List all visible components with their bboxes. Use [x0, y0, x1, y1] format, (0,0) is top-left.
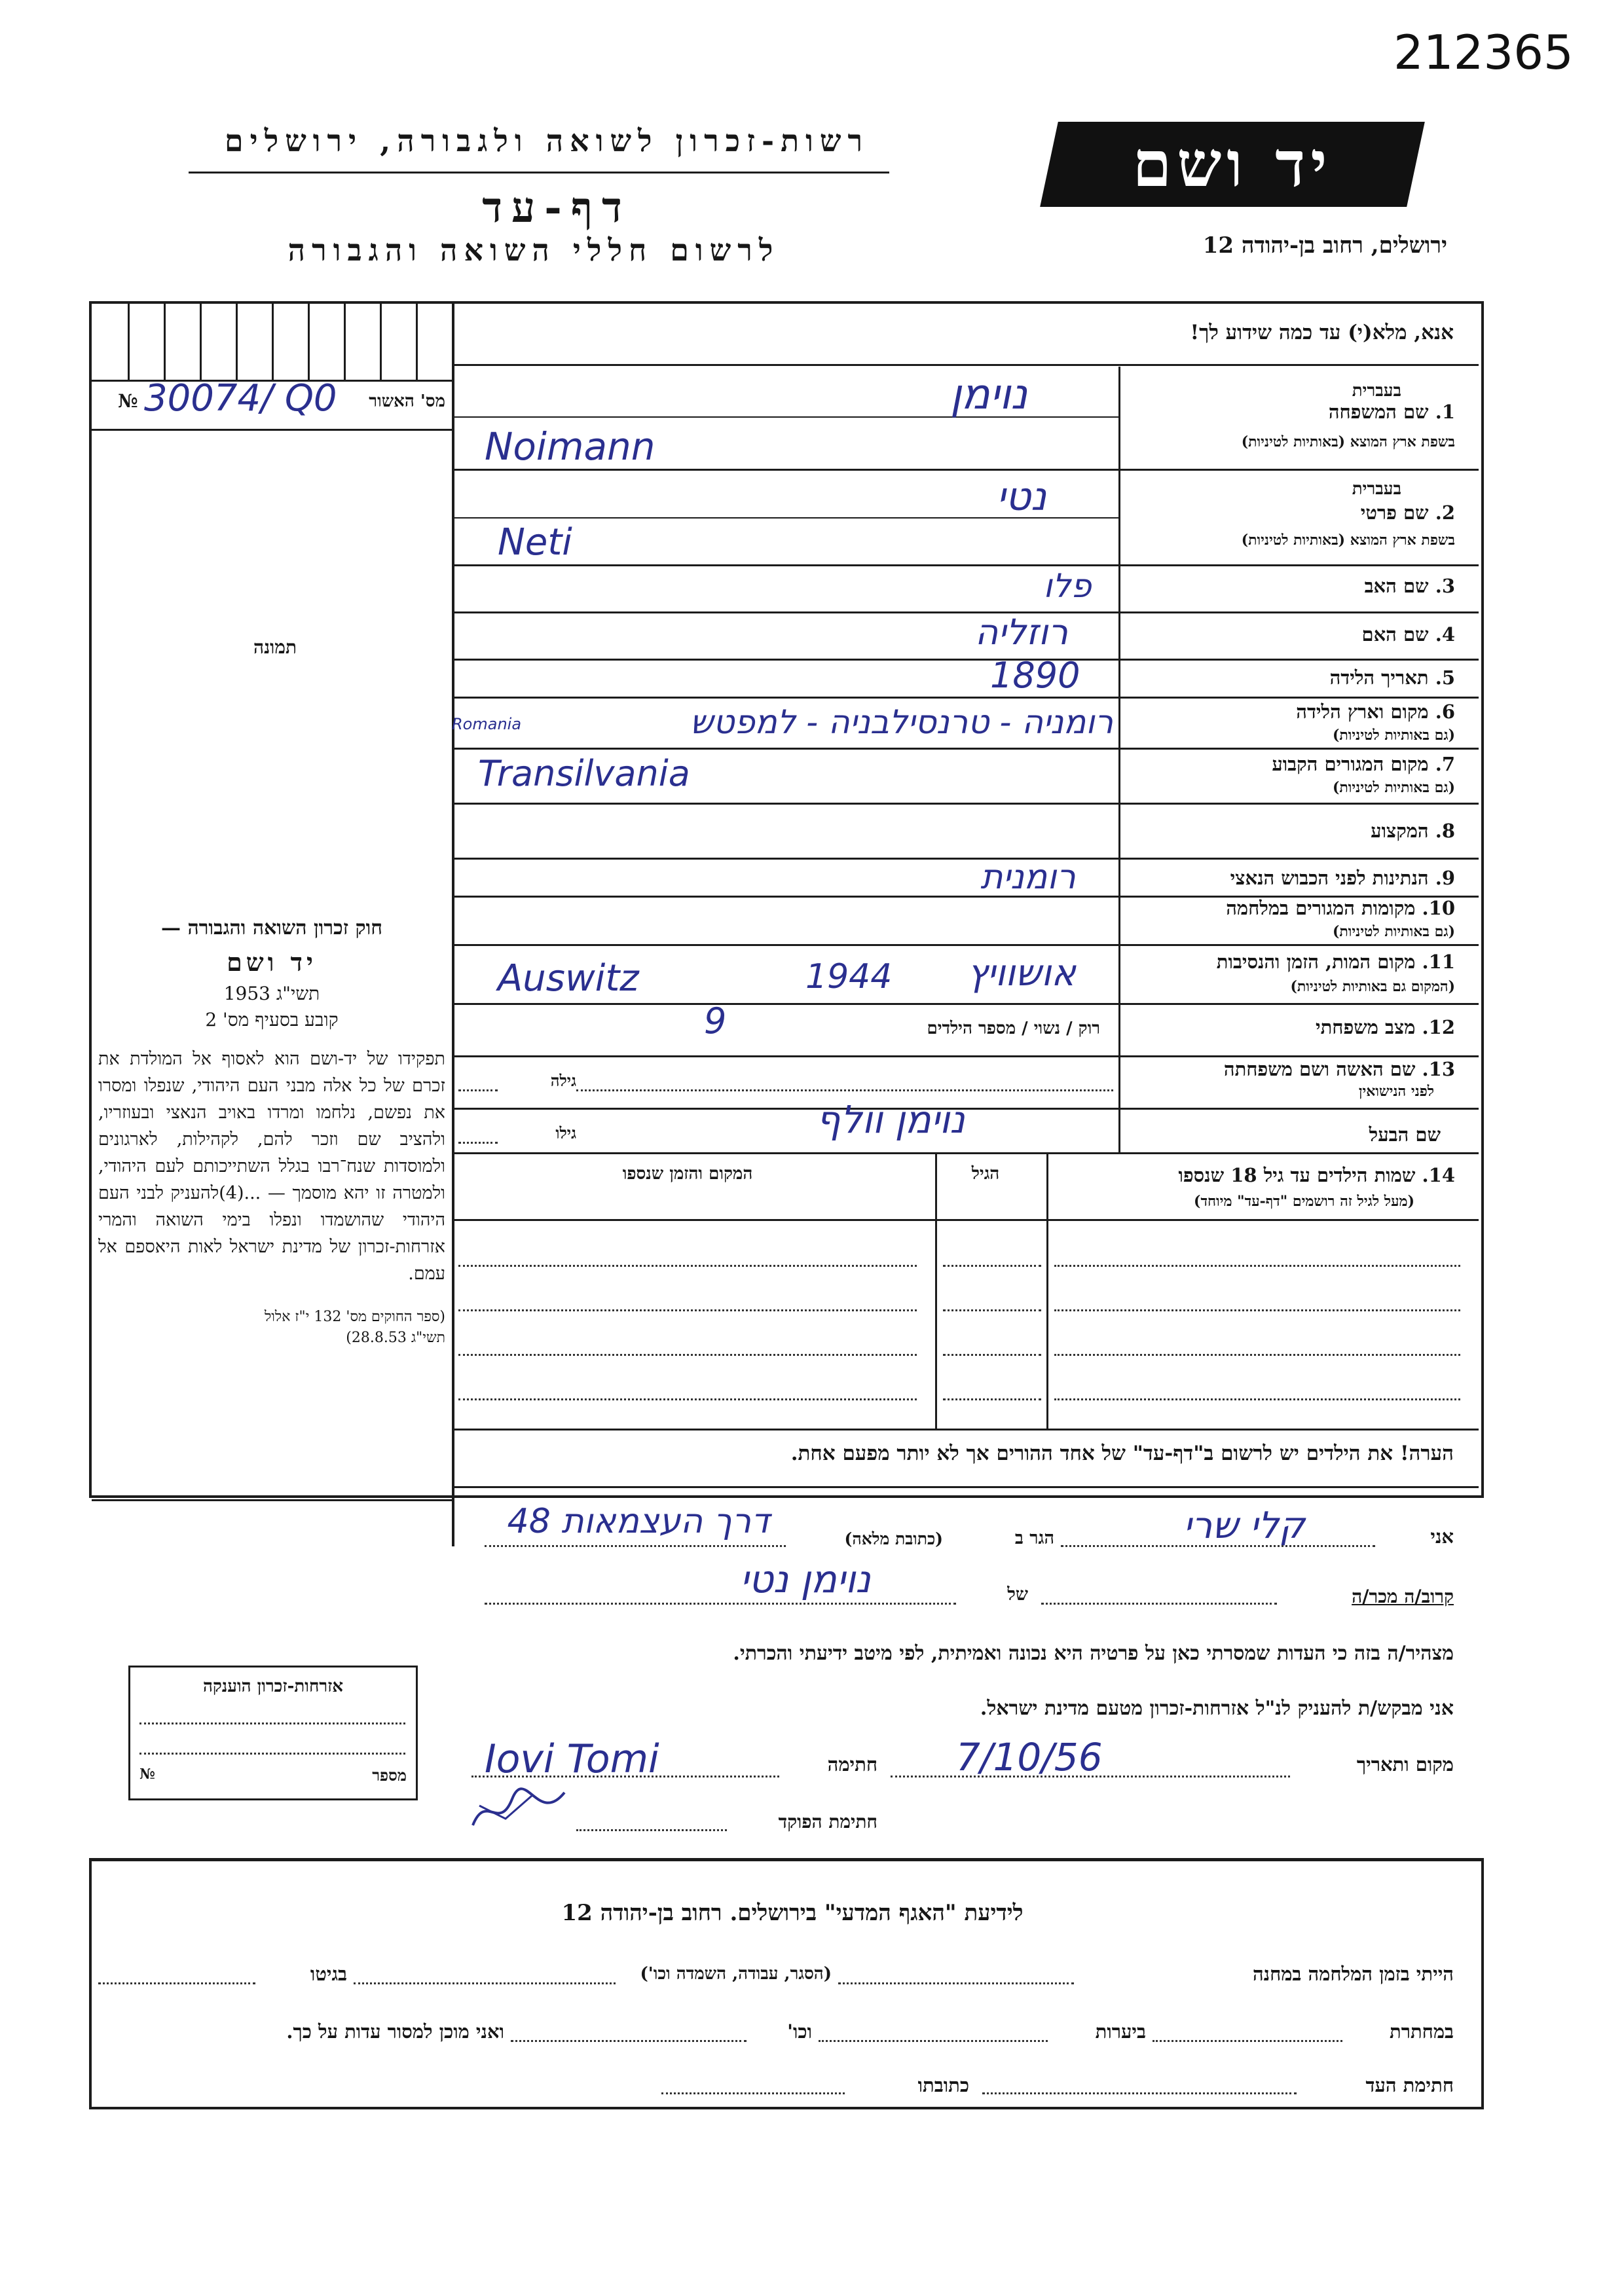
field-6-value: רומניה - טרנסילבניה - למפטש [690, 703, 1113, 741]
field-2-value-he: נטי [996, 474, 1047, 520]
law-year-he: תשי"ג [276, 983, 320, 1004]
field-4-value: רוזליה [975, 611, 1068, 653]
law-text: תפקידו של יד-ושם הוא לאסוף אל המולדת את זכרם של כל אלה מבני העם היהודי, שנפלו ומסרו את נפשם, נלחמו ומרדו באויב הנאצי ובעוזריו, ולהציב שם וזכר להם, לקהילות, לארגונים ולמוסדות שנח־רבו בגלל השתייכותם לעם היהודי, ולמטרה זו יהא מוסמך — ...(4)להעניק לבני העם היהודי שהושמדו ונפלו בימי השואה והמרי אזרחות-זכרון של מדינת ישראל לאות היאספם אל עמם. [98, 1049, 445, 1284]
law-box [98, 917, 445, 1349]
field-14-text: שמות הילדים עד גיל 18 שנספו [1178, 1164, 1416, 1186]
field-7-label [1126, 753, 1455, 776]
intro-text: אנא, מלא(י) עד כמה שידוע לך! [1190, 321, 1454, 344]
decl-resides: הגר ב [1014, 1528, 1054, 1548]
no-sign: № [118, 390, 138, 412]
field-1-sub: בשפת ארץ המוצא (באותיות לטיניות) [1241, 433, 1455, 450]
field-1-value-he: נוימן [950, 371, 1028, 419]
field-1-num: 1. [1435, 401, 1455, 423]
decl-address-hint: (כתובת מלאה) [844, 1529, 943, 1548]
field-2-value-latin: Neti [498, 521, 572, 564]
bottom-title: לידיעת "האגף המדעי" בירושלים. רחוב בן-יהודה 12 [561, 1900, 1024, 1926]
citizenship-box [128, 1666, 418, 1800]
bottom-l1-c: בגיטו [310, 1963, 347, 1985]
field-13-age-label: גילה [550, 1071, 576, 1090]
field-14-col-age: הגיל [971, 1164, 1000, 1184]
bottom-l3-a: חתימת העד [1365, 2074, 1454, 2096]
field-5-label [1126, 666, 1455, 689]
field-12-children-count: 9 [704, 1000, 727, 1042]
husband-value: נוימן וולף [816, 1097, 965, 1142]
bottom-l2-c: וכו' [787, 2020, 812, 2043]
field-1-value-latin: Noimann [485, 424, 655, 469]
citizenship-no-sign: № [139, 1766, 155, 1783]
field-12-options: רוק / נשוי / מספר הילדים [927, 1019, 1100, 1038]
field-8-label [1126, 820, 1455, 843]
field-7-sub: (גם באותיות לטיניות) [1332, 779, 1455, 796]
law-year-line [98, 983, 445, 1005]
field-11-sub: (המקום גם באותיות לטיניות) [1290, 978, 1455, 995]
field-9-value: רומנית [980, 858, 1076, 897]
field-2-num: 2. [1435, 501, 1455, 524]
field-6-num: 6. [1435, 701, 1455, 723]
husband-label: שם הבעל [1369, 1123, 1441, 1146]
field-5-num: 5. [1435, 666, 1455, 689]
approval-number-row [118, 377, 445, 427]
bottom-l2-b: ביערות [1095, 2020, 1146, 2043]
field-1-hebrew-tag: בעברית [1352, 381, 1401, 401]
bottom-l3-b: כתובתו [917, 2074, 969, 2096]
citizenship-number-label: מספר [372, 1766, 407, 1785]
field-11-label [1126, 951, 1455, 974]
decl-address-value: דרך העצמאות 48 [507, 1502, 770, 1541]
bottom-l2-d: ואני מוכן למסור עדות על כך. [286, 2020, 504, 2043]
field-2-text: שם פרטי [1360, 501, 1429, 524]
decl-declarant: קלי שרי [1183, 1504, 1305, 1547]
decl-of-value: נוימן נטי [740, 1557, 871, 1601]
field-3-num: 3. [1435, 575, 1455, 597]
field-3-text: שם האב [1364, 575, 1429, 597]
field-7-value-latin: Transilvania [478, 753, 690, 794]
decl-statement: מצהיר/ה בזה כי העדות שמסרתי כאן על פרטיה היא נכונה ואמיתית, לפי מיטב ידיעתי והכרתי. [733, 1642, 1454, 1665]
field-12-label [1126, 1016, 1455, 1039]
logo-text: יד ושם [1132, 127, 1333, 201]
officer-signature-scribble [466, 1779, 571, 1838]
bottom-l1-a: הייתי בזמן המלחמה במחנה [1252, 1963, 1454, 1985]
husband-age-label: גילו [555, 1123, 576, 1142]
field-8-text: המקצוע [1371, 820, 1429, 842]
field-13-sub: לפני הנישואין [1358, 1083, 1434, 1100]
law-year: 1953 [223, 983, 270, 1004]
law-clause: קובע בסעיף מס' 2 [205, 1009, 339, 1030]
decl-place-date-label: מקום ותאריך [1356, 1753, 1454, 1776]
field-12-text: מצב משפחתי [1316, 1016, 1416, 1038]
authority-title: רשות-זכרון לשואה ולגבורה, ירושלים [224, 123, 870, 158]
field-1-label [1126, 401, 1455, 424]
field-11-value-latin: Auswitz [498, 957, 639, 1000]
decl-date-value: 7/10/56 [956, 1735, 1103, 1779]
field-14-sub: (מעל לגיל זה רושמים "דף-עד" מיוחד) [1194, 1193, 1414, 1210]
office-use-boxes [92, 302, 452, 381]
field-6-label [1126, 701, 1455, 723]
citizenship-title: אזרחות-זכרון הוענקה [202, 1677, 344, 1696]
approval-value: 30074/ Q0 [144, 377, 337, 420]
field-9-text: הנתינות לפני הכבוש הנאצי [1230, 867, 1429, 889]
field-4-num: 4. [1435, 623, 1455, 646]
field-5-value: 1890 [990, 655, 1080, 696]
field-13-label [1126, 1058, 1455, 1081]
decl-ani: אני [1430, 1525, 1454, 1548]
field-13-num: 13. [1422, 1058, 1455, 1080]
field-8-num: 8. [1435, 820, 1455, 842]
field-11-text: מקום המות, הזמן והנסיבות [1216, 951, 1416, 973]
field-11-num: 11. [1422, 951, 1455, 973]
bottom-l2-a: במחתרת [1390, 2020, 1454, 2043]
field-12-num: 12. [1422, 1016, 1455, 1038]
field-3-label [1126, 575, 1455, 598]
field-2-label [1126, 501, 1455, 524]
field-14-num: 14. [1422, 1164, 1455, 1186]
decl-signature-value: Iovi Tomi [485, 1736, 659, 1782]
archive-number: 212365 [1393, 25, 1574, 80]
field-4-text: שם האם [1361, 623, 1429, 646]
field-10-label [1126, 897, 1455, 920]
decl-request: אני מבקש/ת להעניק לנ"ל אזרחות-זכרון מטעם מדינת ישראל. [980, 1697, 1454, 1720]
field-11-value-year: 1944 [805, 957, 893, 996]
field-11-value-he: אושוויץ [967, 952, 1076, 994]
law-source: (ספר החוקים מס' 132 י"ז אלול תשי"ג 28.8.53) [264, 1309, 445, 1346]
form-title: דף-עד [482, 183, 631, 232]
decl-relation: קרוב/ה מכר/ה [1352, 1586, 1454, 1607]
field-4-label [1126, 623, 1455, 646]
form-subtitle: לרשום חללי השואה והגבורה [287, 232, 780, 268]
field-10-text: מקומות המגורים במלחמה [1226, 897, 1416, 919]
decl-signature-label: חתימה [827, 1753, 877, 1776]
field-3-value: פלו [1043, 567, 1092, 605]
field-1-text: שם המשפחה [1328, 401, 1429, 423]
field-10-num: 10. [1422, 897, 1455, 919]
address: ירושלים, רחוב בן-יהודה 12 [1202, 232, 1447, 259]
field-10-sub: (גם באותיות לטיניות) [1332, 923, 1455, 940]
field-6-value-latin: Romania [452, 715, 522, 733]
field-9-label [1126, 867, 1455, 890]
decl-officer-label: חתימת הפוקד [778, 1811, 877, 1832]
field-6-text: מקום וארץ הלידה [1296, 701, 1429, 723]
approval-label: מס' האשור [369, 392, 445, 411]
law-title: חוק זכרון השואה והגבורה — [161, 917, 382, 939]
field-14-col-place: המקום והזמן שנספו [622, 1164, 753, 1184]
law-name: יד ושם [227, 947, 317, 977]
field-14-label [1048, 1164, 1455, 1187]
field-2-hebrew-tag: בעברית [1352, 479, 1401, 499]
field-13-text: שם האשה ושם משפחתה [1223, 1058, 1416, 1080]
field-6-sub: (גם באותיות לטיניות) [1332, 727, 1455, 744]
bottom-l1-b: (הסגר, עבודה, השמדה וכו') [640, 1964, 832, 1984]
field-9-num: 9. [1435, 867, 1455, 889]
note: הערה! את הילדים יש לרשום ב"דף-עד" של אחד ההורים אך לא יותר מפעם אחת. [790, 1442, 1454, 1465]
decl-of: של [1007, 1584, 1028, 1605]
yad-vashem-logo [1040, 122, 1425, 207]
field-5-text: תאריך הלידה [1329, 666, 1429, 689]
field-7-num: 7. [1435, 753, 1455, 775]
field-2-sub: בשפת ארץ המוצא (באותיות לטיניות) [1241, 532, 1455, 549]
field-7-text: מקום המגורים הקבוע [1272, 753, 1429, 775]
photo-label: תמונה [253, 636, 297, 658]
